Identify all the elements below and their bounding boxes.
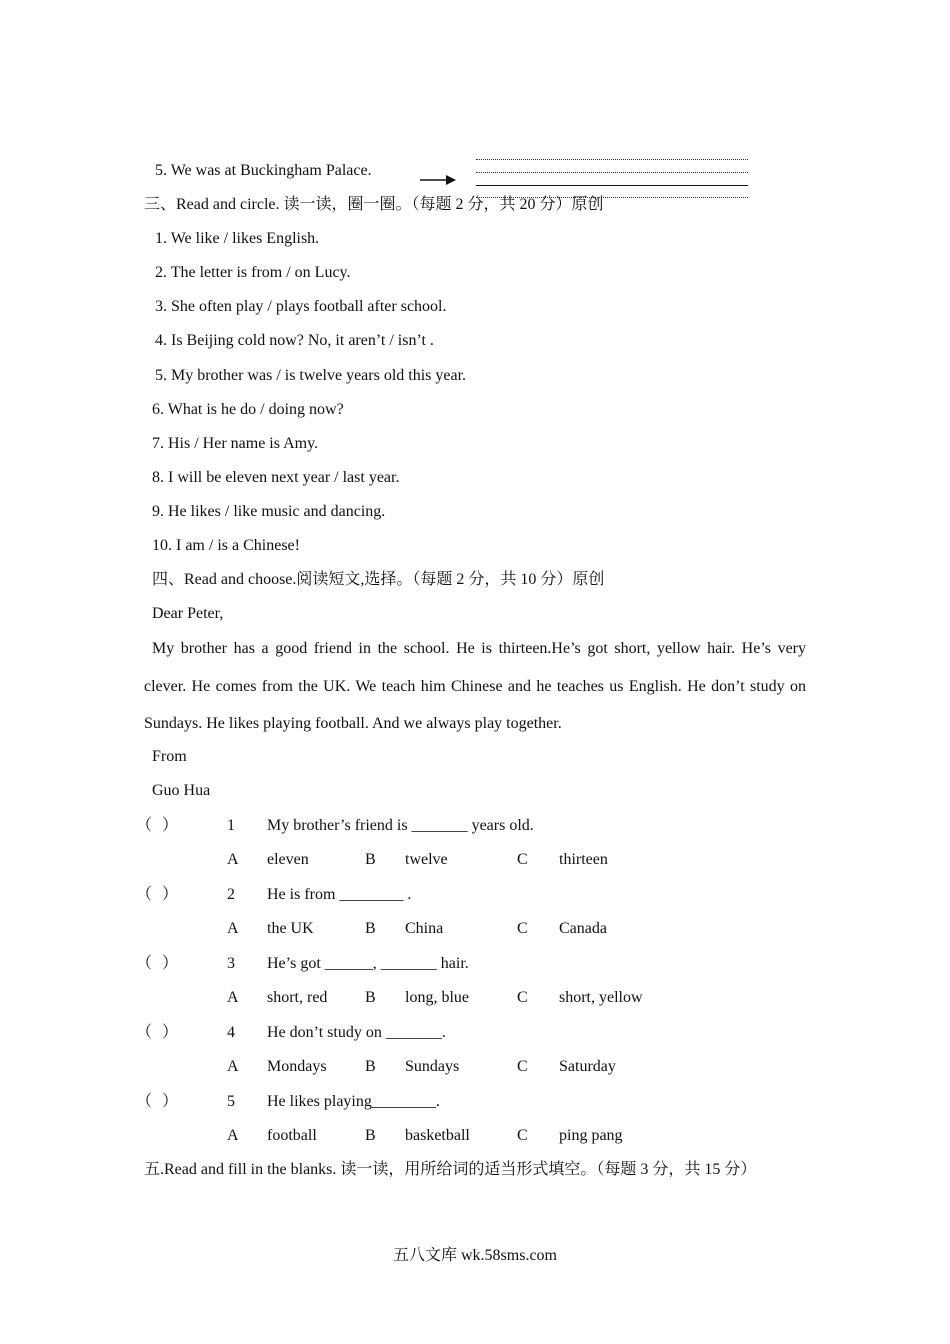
question-number: 4	[227, 1024, 235, 1041]
option-letter: C	[517, 1058, 528, 1075]
option-letter: C	[517, 851, 528, 868]
option-text: Canada	[559, 920, 607, 937]
option-letter: A	[227, 851, 239, 868]
letter-greeting: Dear Peter,	[152, 605, 224, 622]
option-letter: B	[365, 851, 376, 868]
question-number: 5	[227, 1093, 235, 1110]
circle-item: 5. My brother was / is twelve years old this year.	[155, 367, 467, 384]
letter-signature: Guo Hua	[152, 782, 211, 799]
option-text: football	[267, 1127, 317, 1144]
question-text: He don’t study on _______.	[267, 1024, 446, 1041]
question-text: My brother’s friend is _______ years old.	[267, 817, 534, 834]
option-text: eleven	[267, 851, 309, 868]
option-text: ping pang	[559, 1127, 623, 1144]
option-letter: B	[365, 920, 376, 937]
reading-passage-text: My brother has a good friend in the school. He is thirteen.He’s got short, yellow hair. He’s very clever. He comes from the UK. We teach him Chinese and he teaches us English. He don’t study on Sundays. He likes playing football. And we always play together.	[144, 640, 806, 732]
section2-item-5: 5. We was at Buckingham Palace.	[155, 162, 372, 179]
option-letter: A	[227, 1058, 239, 1075]
option-text: twelve	[405, 851, 448, 868]
question-number: 1	[227, 817, 235, 834]
circle-item: 2. The letter is from / on Lucy.	[155, 264, 351, 281]
question-number: 2	[227, 886, 235, 903]
option-letter: B	[365, 1058, 376, 1075]
circle-item: 4. Is Beijing cold now? No, it aren’t / isn’t .	[155, 332, 434, 349]
circle-item: 3. She often play / plays football after school.	[155, 298, 447, 315]
option-text: the UK	[267, 920, 314, 937]
circle-item: 6. What is he do / doing now?	[152, 401, 344, 418]
option-text: basketball	[405, 1127, 470, 1144]
option-letter: C	[517, 1127, 528, 1144]
option-text: China	[405, 920, 444, 937]
option-text: Mondays	[267, 1058, 327, 1075]
option-letter: C	[517, 989, 528, 1006]
circle-item: 9. He likes / like music and dancing.	[152, 503, 386, 520]
option-text: Sundays	[405, 1058, 460, 1075]
question-text: He likes playing________.	[267, 1093, 440, 1110]
page-footer: 五八文库 wk.58sms.com	[392, 1247, 557, 1264]
reading-passage	[144, 630, 806, 743]
option-text: long, blue	[405, 989, 469, 1006]
letter-closing: From	[152, 748, 187, 765]
option-letter: A	[227, 989, 239, 1006]
option-text: short, red	[267, 989, 328, 1006]
option-letter: B	[365, 1127, 376, 1144]
option-letter: C	[517, 920, 528, 937]
section3-heading: 三、Read and circle. 读一读，圈一圈。（每题 2 分，共 20 分）原创	[144, 196, 604, 213]
option-text: thirteen	[559, 851, 608, 868]
question-text: He’s got ______, _______ hair.	[267, 955, 469, 972]
circle-item: 10. I am / is a Chinese!	[152, 537, 300, 554]
section4-heading: 四、Read and choose.阅读短文,选择。（每题 2 分，共 10 分）原创	[152, 571, 605, 588]
option-letter: A	[227, 1127, 239, 1144]
option-letter: A	[227, 920, 239, 937]
section5-heading: 五.Read and fill in the blanks. 读一读，用所给词的适当形式填空。（每题 3 分，共 15 分）	[144, 1161, 757, 1178]
option-text: short, yellow	[559, 989, 643, 1006]
circle-item: 7. His / Her name is Amy.	[152, 435, 319, 452]
circle-item: 1. We like / likes English.	[155, 230, 320, 247]
option-letter: B	[365, 989, 376, 1006]
question-text: He is from ________ .	[267, 886, 412, 903]
option-text: Saturday	[559, 1058, 616, 1075]
arrow-right-icon	[420, 173, 456, 187]
question-number: 3	[227, 955, 235, 972]
circle-item: 8. I will be eleven next year / last year.	[152, 469, 400, 486]
answer-writing-lines	[476, 159, 748, 199]
